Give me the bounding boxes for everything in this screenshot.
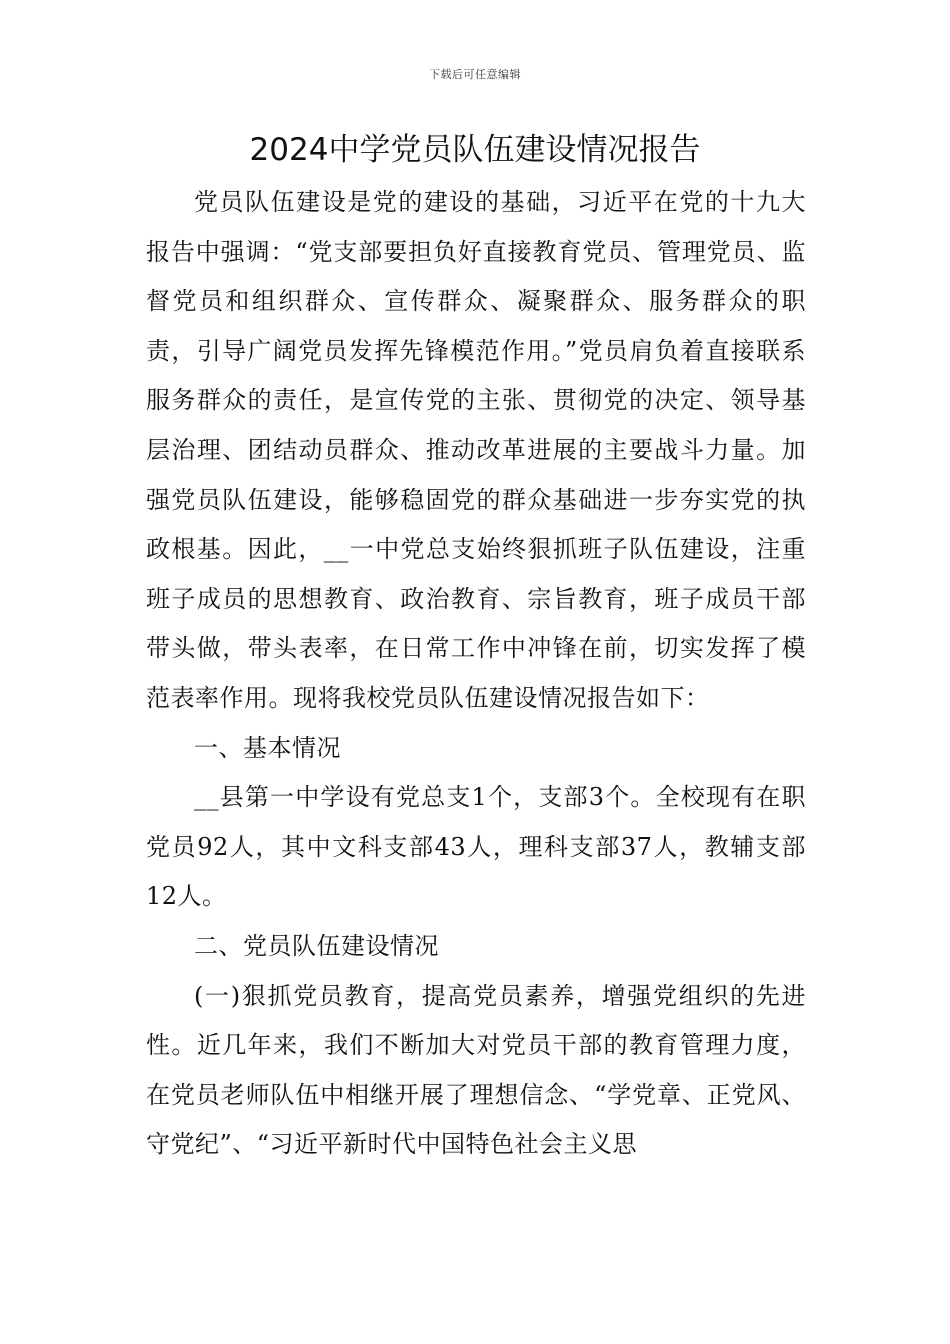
paragraph-basic-info: __县第一中学设有党总支1个，支部3个。全校现有在职党员92人，其中文科支部43人，理科支部37人，教辅支部12人。 xyxy=(146,783,806,911)
document-body xyxy=(146,178,806,1170)
document-title: 2024中学党员队伍建设情况报告 xyxy=(249,132,701,168)
header-note: 下载后可任意编辑 xyxy=(429,68,521,81)
section-heading-basic: 一、基本情况 xyxy=(194,733,341,762)
paragraph-intro: 党员队伍建设是党的建设的基础，习近平在党的十九大报告中强调：“党支部要担负好直接教育党员、管理党员、监督党员和组织群众、宣传群众、凝聚群众、服务群众的职责，引导广阔党员发挥先锋模范作用。”党员肩负着直接联系服务群众的责任，是宣传党的主张、贯彻党的决定、领导基层治理、团结动员群众、推动改革进展的主要战斗力量。加强党员队伍建设，能够稳固党的群众基础进一步夯实党的执政根基。因此，__一中党总支始终狠抓班子队伍建设，注重班子成员的思想教育、政治教育、宗旨教育，班子成员干部带头做，带头表率，在日常工作中冲锋在前，切实发挥了模范表率作用。现将我校党员队伍建设情况报告如下： xyxy=(146,188,806,712)
section-heading-construction: 二、党员队伍建设情况 xyxy=(194,931,439,960)
paragraph-education: (一)狠抓党员教育，提高党员素养，增强党组织的先进性。近几年来，我们不断加大对党员干部的教育管理力度，在党员老师队伍中相继开展了理想信念、“学党章、正党风、守党纪”、“习近平新时代中国特色社会主义思 xyxy=(146,981,806,1159)
